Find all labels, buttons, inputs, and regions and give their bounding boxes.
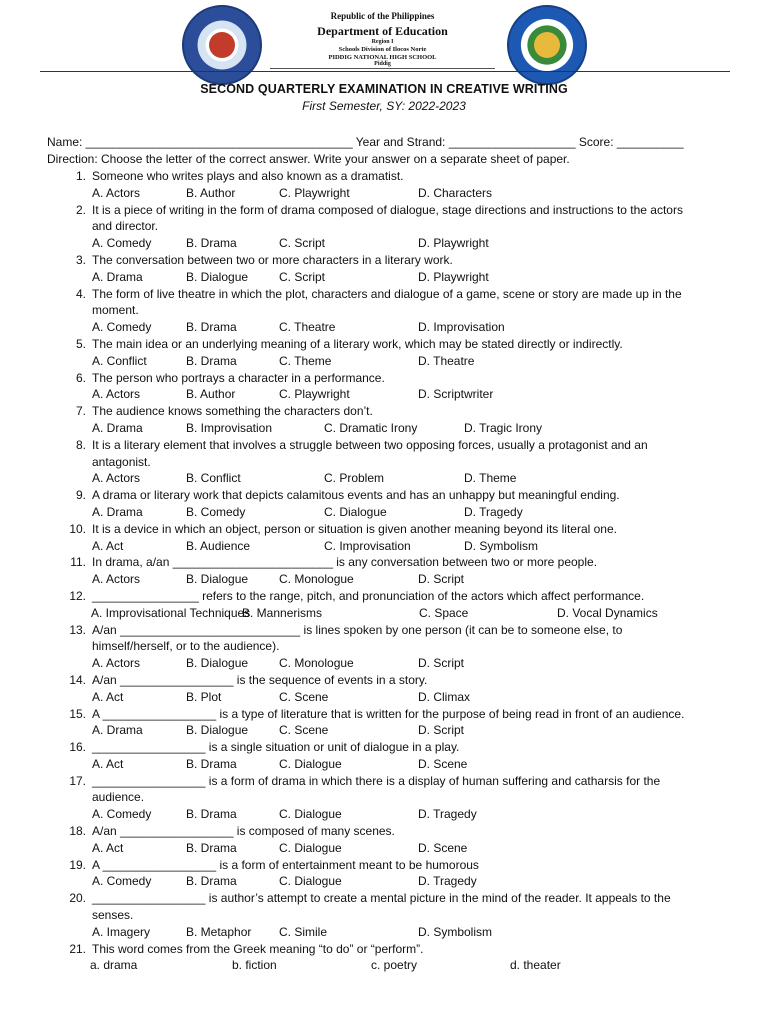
choice-row [92, 689, 768, 706]
answer-choice: B. Author [186, 185, 236, 200]
answer-choice: D. Script [418, 572, 465, 587]
letterhead-divider [40, 71, 730, 72]
answer-choice: D. Playwright [418, 269, 489, 284]
answer-choice: B. Improvisation [186, 420, 273, 435]
choice-row [92, 957, 768, 974]
answer-choice: D. Theatre [418, 353, 475, 368]
answer-choice: B. Metaphor [186, 924, 252, 939]
question-number: 16. [69, 740, 86, 755]
question-text: audience. [92, 790, 145, 805]
answer-choice: C. Dialogue [279, 756, 342, 771]
answer-choice: D. Tragedy [418, 874, 477, 889]
answer-choice: c. poetry [371, 958, 418, 973]
letterhead-republic: Republic of the Philippines [330, 11, 435, 21]
answer-choice: A. Actors [92, 572, 141, 587]
answer-choice: B. Drama [186, 807, 237, 822]
answer-choice: D. Scene [418, 840, 468, 855]
answer-choice: D. Script [418, 723, 465, 738]
answer-choice: A. Comedy [92, 320, 152, 335]
answer-choice: B. Dialogue [186, 572, 249, 587]
choice-row [92, 722, 768, 739]
answer-choice: C. Scene [279, 723, 329, 738]
answer-choice: B. Audience [186, 538, 251, 553]
answer-choice: C. Script [279, 269, 326, 284]
choice-row [92, 470, 768, 487]
question-item [0, 252, 768, 286]
question-text: A/an ___________________________ is lines spoken by one person (it can be to someone else, to [92, 622, 623, 637]
answer-choice: D. Scriptwriter [418, 387, 494, 402]
question-number: 14. [69, 672, 86, 687]
question-text: In drama, a/an ________________________ is any conversation between two or more people. [92, 555, 598, 570]
question-item [0, 286, 768, 336]
answer-choice: D. Tragic Irony [464, 420, 543, 435]
answer-choice: A. Comedy [92, 236, 152, 251]
question-text: antagonist. [92, 454, 151, 469]
question-list [0, 168, 768, 974]
answer-choice: C. Scene [279, 689, 329, 704]
question-item [0, 336, 768, 370]
answer-choice: C. Theme [279, 353, 332, 368]
question-item [0, 941, 768, 975]
question-text: _________________ is a form of drama in which there is a display of human suffering and catharsis for the [92, 773, 661, 788]
question-item [0, 773, 768, 823]
question-number: 12. [69, 588, 86, 603]
answer-choice: B. Dialogue [186, 269, 249, 284]
question-text: A _________________ is a type of literature that is written for the purpose of being read in front of an audience. [92, 706, 685, 721]
question-text: and director. [92, 219, 159, 234]
question-number: 11. [70, 555, 86, 570]
question-text: himself/herself, or to the audience). [92, 639, 280, 654]
question-text: ________________ refers to the range, pitch, and pronunciation of the actors which affect performance. [92, 588, 645, 603]
answer-choice: A. Act [92, 840, 124, 855]
question-text: A _________________ is a form of entertainment meant to be humorous [92, 857, 479, 872]
answer-choice: D. Playwright [418, 236, 489, 251]
question-number: 1. [75, 169, 86, 183]
answer-choice: C. Dialogue [279, 874, 342, 889]
choice-row [92, 319, 768, 336]
question-item [0, 823, 768, 857]
question-number: 5. [75, 336, 86, 351]
answer-choice: D. Tragedy [464, 504, 523, 519]
answer-choice: B. Drama [186, 840, 237, 855]
answer-choice: A. Conflict [92, 353, 147, 368]
school-seal-icon [507, 5, 587, 85]
question-number: 10. [69, 521, 86, 536]
answer-choice: B. Plot [186, 689, 222, 704]
answer-choice: D. Characters [418, 185, 493, 200]
answer-choice: D. Vocal Dynamics [557, 605, 658, 620]
question-text: The form of live theatre in which the plot, characters and dialogue of a game, scene or story are made up in the [92, 286, 682, 301]
answer-choice: A. Act [92, 538, 124, 553]
answer-choice: C. Dialogue [279, 840, 342, 855]
question-item [0, 168, 768, 202]
answer-choice: a. drama [90, 958, 138, 973]
answer-choice: C. Dramatic Irony [324, 420, 418, 435]
question-number: 7. [75, 404, 86, 419]
answer-choice: A. Drama [92, 269, 143, 284]
question-text: The main idea or an underlying meaning of a literary work, which may be stated directly or indirectly. [92, 336, 623, 351]
letterhead-divider-short [270, 68, 495, 69]
student-info-line: Name: ________________________________________ Year and Strand: ___________________ Score: __________ [47, 135, 684, 149]
deped-seal-icon [182, 5, 262, 85]
choice-row [92, 353, 768, 370]
question-text: senses. [92, 908, 134, 923]
question-item [0, 487, 768, 521]
question-item [0, 554, 768, 588]
answer-choice: B. Drama [186, 756, 237, 771]
answer-choice: B. Dialogue [186, 656, 249, 671]
answer-choice: D. Script [418, 656, 465, 671]
question-text: _________________ is author’s attempt to create a mental picture in the mind of the reader. It appeals to the [92, 891, 671, 906]
question-text: _________________ is a single situation or unit of dialogue in a play. [92, 740, 460, 755]
answer-choice: C. Monologue [279, 656, 354, 671]
question-text: It is a literary element that involves a struggle between two opposing forces, usually a protagonist and an [92, 437, 648, 452]
answer-choice: A. Imagery [92, 924, 151, 939]
question-number: 3. [75, 252, 86, 267]
question-number: 2. [75, 202, 86, 217]
exam-direction: Direction: Choose the letter of the correct answer. Write your answer on a separate sheet of paper. [47, 152, 570, 166]
question-number: 18. [69, 824, 86, 839]
question-number: 17. [69, 773, 86, 788]
question-text: A/an _________________ is the sequence of events in a story. [92, 672, 428, 687]
question-number: 4. [75, 286, 86, 301]
letterhead-school: PIDDIG NATIONAL HIGH SCHOOL [328, 54, 437, 61]
answer-choice: b. fiction [232, 958, 277, 973]
choice-row [92, 504, 768, 521]
question-text: The person who portrays a character in a performance. [92, 370, 385, 385]
question-number: 15. [69, 706, 86, 721]
question-text: It is a device in which an object, person or situation is given another meaning beyond its literal one. [92, 521, 617, 536]
question-item [0, 403, 768, 437]
choice-row [92, 924, 768, 941]
answer-choice: C. Improvisation [324, 538, 411, 553]
question-text: It is a piece of writing in the form of drama composed of dialogue, stage directions and instructions to the actors [92, 202, 683, 217]
question-text: Someone who writes plays and also known as a dramatist. [92, 169, 404, 183]
choice-row [92, 806, 768, 823]
choice-row [92, 655, 768, 672]
answer-choice: A. Drama [92, 723, 143, 738]
question-number: 19. [69, 857, 86, 872]
answer-choice: C. Playwright [279, 387, 350, 402]
answer-choice: A. Drama [92, 504, 143, 519]
answer-choice: D. Symbolism [418, 924, 493, 939]
answer-choice: C. Simile [279, 924, 328, 939]
answer-choice: C. Dialogue [279, 807, 342, 822]
question-number: 13. [69, 622, 86, 637]
answer-choice: D. Improvisation [418, 320, 505, 335]
answer-choice: A. Improvisational Techniques [91, 605, 251, 620]
answer-choice: A. Actors [92, 656, 141, 671]
question-item [0, 890, 768, 940]
question-text: moment. [92, 303, 139, 318]
question-text: A drama or literary work that depicts calamitous events and has an unhappy but meaningful ending. [92, 488, 620, 503]
answer-choice: B. Conflict [186, 471, 241, 486]
answer-choice: A. Act [92, 689, 124, 704]
question-text: A/an _________________ is composed of many scenes. [92, 824, 395, 839]
letterhead-division: Schools Division of Ilocos Norte [338, 46, 427, 53]
answer-choice: D. Tragedy [418, 807, 477, 822]
answer-choice: C. Problem [324, 471, 385, 486]
question-text: This word comes from the Greek meaning “to do” or “perform”. [92, 941, 424, 956]
choice-row [92, 538, 768, 555]
answer-choice: C. Space [419, 605, 469, 620]
answer-choice: B. Drama [186, 236, 237, 251]
answer-choice: A. Comedy [92, 807, 152, 822]
answer-choice: A. Drama [92, 420, 143, 435]
question-item [0, 622, 768, 672]
answer-choice: B. Dialogue [186, 723, 249, 738]
question-text: The conversation between two or more characters in a literary work. [92, 252, 453, 267]
answer-choice: C. Monologue [279, 572, 354, 587]
question-item [0, 739, 768, 773]
answer-choice: C. Playwright [279, 185, 350, 200]
question-number: 20. [69, 891, 86, 906]
exam-subtitle: First Semester, SY: 2022-2023 [302, 99, 466, 113]
choice-row [92, 873, 768, 890]
answer-choice: A. Actors [92, 471, 141, 486]
answer-choice: C. Script [279, 236, 326, 251]
choice-row [92, 420, 768, 437]
letterhead-region: Region I [371, 39, 394, 45]
answer-choice: C. Dialogue [324, 504, 387, 519]
answer-choice: B. Comedy [186, 504, 246, 519]
choice-row [92, 386, 768, 403]
answer-choice: d. theater [510, 958, 561, 973]
question-item [0, 437, 768, 487]
answer-choice: A. Actors [92, 185, 141, 200]
question-item [0, 370, 768, 404]
answer-choice: B. Drama [186, 320, 237, 335]
answer-choice: A. Comedy [92, 874, 152, 889]
choice-row [92, 235, 768, 252]
exam-title: SECOND QUARTERLY EXAMINATION IN CREATIVE WRITING [200, 82, 568, 96]
answer-choice: B. Mannerisms [242, 605, 323, 620]
letterhead-department: Department of Education [317, 24, 448, 38]
question-item [0, 857, 768, 891]
answer-choice: C. Theatre [279, 320, 336, 335]
letterhead-town: Piddig [374, 61, 391, 67]
choice-row [92, 185, 768, 202]
answer-choice: D. Climax [418, 689, 471, 704]
choice-row [92, 269, 768, 286]
answer-choice: D. Symbolism [464, 538, 539, 553]
question-number: 21. [69, 941, 86, 956]
question-number: 6. [75, 370, 86, 385]
choice-row [92, 840, 768, 857]
question-item [0, 706, 768, 740]
answer-choice: D. Scene [418, 756, 468, 771]
answer-choice: A. Actors [92, 387, 141, 402]
question-text: The audience knows something the characters don’t. [92, 404, 373, 419]
choice-row [92, 756, 768, 773]
answer-choice: B. Drama [186, 874, 237, 889]
answer-choice: A. Act [92, 756, 124, 771]
choice-row [92, 605, 768, 622]
answer-choice: B. Drama [186, 353, 237, 368]
question-number: 8. [75, 437, 86, 452]
answer-choice: B. Author [186, 387, 236, 402]
question-number: 9. [75, 488, 86, 503]
question-item [0, 521, 768, 555]
question-item [0, 672, 768, 706]
question-item [0, 588, 768, 622]
question-item [0, 202, 768, 252]
answer-choice: D. Theme [464, 471, 517, 486]
choice-row [92, 571, 768, 588]
